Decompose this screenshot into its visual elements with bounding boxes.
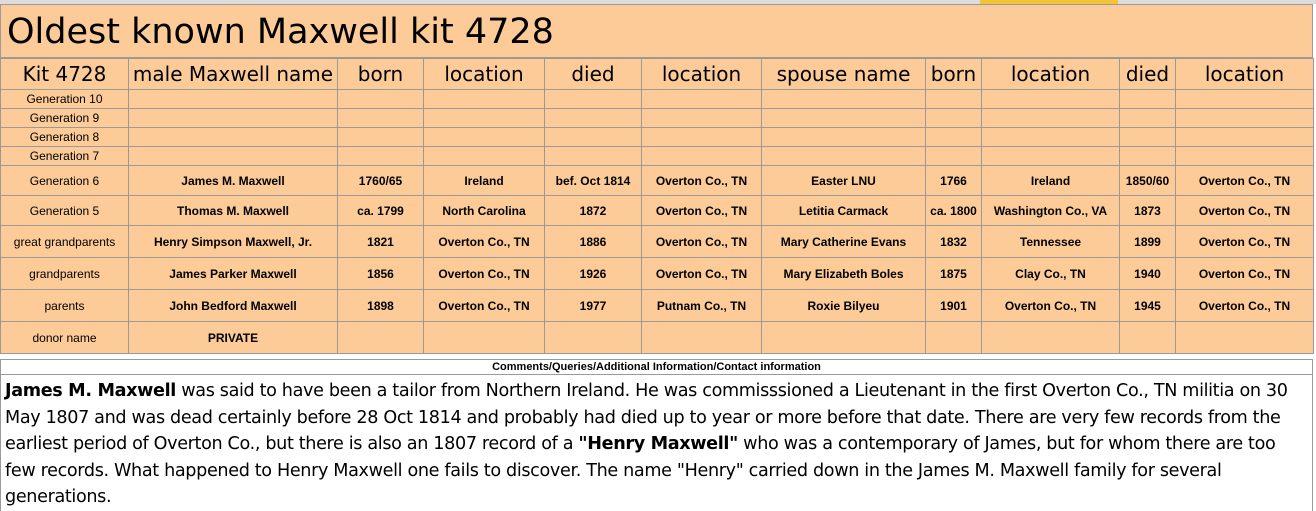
cell-spouse-death-location[interactable]: Overton Co., TN <box>1176 166 1314 196</box>
cell-spouse-died[interactable]: 1945 <box>1120 290 1176 322</box>
cell-spouse-died[interactable] <box>1120 90 1176 109</box>
cell-location[interactable]: Overton Co., TN <box>424 290 545 322</box>
cell-death-location[interactable] <box>642 109 762 128</box>
cell-male-name[interactable]: John Bedford Maxwell <box>129 290 338 322</box>
cell-born[interactable] <box>338 322 424 354</box>
cell-spouse-name[interactable]: Roxie Bilyeu <box>762 290 926 322</box>
cell-spouse-name[interactable] <box>762 109 926 128</box>
cell-spouse-died[interactable]: 1899 <box>1120 226 1176 258</box>
cell-spouse-location[interactable] <box>982 128 1120 147</box>
cell-male-name[interactable]: PRIVATE <box>129 322 338 354</box>
cell-spouse-death-location[interactable]: Overton Co., TN <box>1176 258 1314 290</box>
cell-died[interactable] <box>545 147 642 166</box>
cell-born[interactable]: 1898 <box>338 290 424 322</box>
cell-born[interactable]: 1760/65 <box>338 166 424 196</box>
cell-location[interactable]: North Carolina <box>424 196 545 226</box>
cell-male-name[interactable]: Thomas M. Maxwell <box>129 196 338 226</box>
cell-born[interactable] <box>338 109 424 128</box>
header-spouse-died[interactable]: died <box>1120 59 1176 90</box>
cell-death-location[interactable] <box>642 147 762 166</box>
cell-died[interactable]: 1926 <box>545 258 642 290</box>
cell-born[interactable] <box>338 128 424 147</box>
cell-died[interactable] <box>545 322 642 354</box>
row-label[interactable]: Generation 5 <box>1 196 129 226</box>
cell-spouse-name[interactable]: Mary Catherine Evans <box>762 226 926 258</box>
cell-death-location[interactable]: Overton Co., TN <box>642 196 762 226</box>
cell-death-location[interactable] <box>642 322 762 354</box>
cell-male-name[interactable]: James Parker Maxwell <box>129 258 338 290</box>
cell-spouse-died[interactable] <box>1120 109 1176 128</box>
cell-spouse-died[interactable] <box>1120 128 1176 147</box>
cell-spouse-location[interactable]: Tennessee <box>982 226 1120 258</box>
cell-spouse-location[interactable]: Ireland <box>982 166 1120 196</box>
cell-male-name[interactable] <box>129 147 338 166</box>
row-label[interactable]: Generation 8 <box>1 128 129 147</box>
cell-male-name[interactable]: Henry Simpson Maxwell, Jr. <box>129 226 338 258</box>
table-row <box>1 128 1314 147</box>
cell-spouse-died[interactable]: 1873 <box>1120 196 1176 226</box>
notes-text-1: was said to have been a tailor from Northern Ireland. He was commisssioned a Lieutenant in the first Overton Co., TN militia on 30 May 1807 and was dead certainly before 28 Oct 1814 and probably had died up to year or more before that date. There are very few records from the earliest period of Overton Co., but there is also an 1807 record of a <box>5 381 1288 454</box>
table-row <box>1 226 1314 258</box>
cell-location[interactable] <box>424 109 545 128</box>
cell-location[interactable] <box>424 128 545 147</box>
cell-death-location[interactable]: Overton Co., TN <box>642 166 762 196</box>
cell-male-name[interactable] <box>129 90 338 109</box>
notes-name-henry: "Henry Maxwell" <box>578 434 738 454</box>
cell-spouse-born[interactable] <box>926 322 982 354</box>
cell-spouse-died[interactable] <box>1120 322 1176 354</box>
cell-born[interactable]: 1856 <box>338 258 424 290</box>
cell-spouse-born[interactable] <box>926 147 982 166</box>
cell-born[interactable]: ca. 1799 <box>338 196 424 226</box>
cell-male-name[interactable] <box>129 128 338 147</box>
cell-location[interactable] <box>424 322 545 354</box>
cell-spouse-location[interactable] <box>982 322 1120 354</box>
table-row <box>1 258 1314 290</box>
cell-died[interactable]: 1872 <box>545 196 642 226</box>
sheet-title[interactable]: Oldest known Maxwell kit 4728 <box>0 4 1313 58</box>
cell-died[interactable]: 1977 <box>545 290 642 322</box>
cell-spouse-born[interactable]: 1901 <box>926 290 982 322</box>
cell-spouse-death-location[interactable] <box>1176 322 1314 354</box>
cell-location[interactable] <box>424 90 545 109</box>
cell-spouse-death-location[interactable] <box>1176 147 1314 166</box>
cell-spouse-born[interactable]: 1875 <box>926 258 982 290</box>
cell-spouse-death-location[interactable] <box>1176 128 1314 147</box>
cell-died[interactable]: bef. Oct 1814 <box>545 166 642 196</box>
table-row <box>1 147 1314 166</box>
cell-spouse-born[interactable] <box>926 109 982 128</box>
cell-spouse-location[interactable] <box>982 90 1120 109</box>
cell-spouse-death-location[interactable] <box>1176 90 1314 109</box>
cell-spouse-location[interactable] <box>982 147 1120 166</box>
cell-died[interactable] <box>545 128 642 147</box>
cell-spouse-location[interactable]: Clay Co., TN <box>982 258 1120 290</box>
header-spouse-born[interactable]: born <box>926 59 982 90</box>
cell-died[interactable] <box>545 90 642 109</box>
cell-death-location[interactable]: Putnam Co., TN <box>642 290 762 322</box>
cell-died[interactable] <box>545 109 642 128</box>
cell-born[interactable]: 1821 <box>338 226 424 258</box>
cell-spouse-name[interactable]: Letitia Carmack <box>762 196 926 226</box>
row-label[interactable]: Generation 10 <box>1 90 129 109</box>
header-row <box>1 59 1314 90</box>
cell-spouse-born[interactable]: 1766 <box>926 166 982 196</box>
cell-spouse-name[interactable] <box>762 128 926 147</box>
cell-spouse-born[interactable]: ca. 1800 <box>926 196 982 226</box>
cell-spouse-born[interactable] <box>926 90 982 109</box>
cell-spouse-name[interactable]: Mary Elizabeth Boles <box>762 258 926 290</box>
cell-spouse-death-location[interactable]: Overton Co., TN <box>1176 196 1314 226</box>
row-label[interactable]: Generation 7 <box>1 147 129 166</box>
cell-spouse-name[interactable] <box>762 90 926 109</box>
row-label[interactable]: great grandparents <box>1 226 129 258</box>
header-spouse-death-location[interactable]: location <box>1176 59 1314 90</box>
comments-header[interactable]: Comments/Queries/Additional Information/Contact information <box>0 359 1313 375</box>
table-row <box>1 196 1314 226</box>
cell-spouse-died[interactable] <box>1120 147 1176 166</box>
cell-spouse-born[interactable]: 1832 <box>926 226 982 258</box>
cell-male-name[interactable] <box>129 109 338 128</box>
cell-spouse-name[interactable] <box>762 322 926 354</box>
cell-death-location[interactable] <box>642 128 762 147</box>
header-location[interactable]: location <box>424 59 545 90</box>
header-spouse-name[interactable]: spouse name <box>762 59 926 90</box>
cell-spouse-location[interactable] <box>982 109 1120 128</box>
header-death-location[interactable]: location <box>642 59 762 90</box>
table-row <box>1 90 1314 109</box>
cell-spouse-location[interactable]: Overton Co., TN <box>982 290 1120 322</box>
table-row <box>1 166 1314 196</box>
cell-death-location[interactable] <box>642 90 762 109</box>
cell-location[interactable]: Ireland <box>424 166 545 196</box>
cell-spouse-death-location[interactable] <box>1176 109 1314 128</box>
cell-location[interactable]: Overton Co., TN <box>424 226 545 258</box>
header-born[interactable]: born <box>338 59 424 90</box>
pedigree-table <box>0 58 1314 354</box>
header-spouse-location[interactable]: location <box>982 59 1120 90</box>
cell-born[interactable] <box>338 147 424 166</box>
cell-death-location[interactable]: Overton Co., TN <box>642 226 762 258</box>
cell-spouse-born[interactable] <box>926 128 982 147</box>
row-label[interactable]: grandparents <box>1 258 129 290</box>
cell-spouse-died[interactable]: 1850/60 <box>1120 166 1176 196</box>
cell-spouse-death-location[interactable]: Overton Co., TN <box>1176 290 1314 322</box>
table-row <box>1 290 1314 322</box>
cell-spouse-name[interactable]: Easter LNU <box>762 166 926 196</box>
row-label[interactable]: Generation 9 <box>1 109 129 128</box>
row-label[interactable]: parents <box>1 290 129 322</box>
cell-location[interactable] <box>424 147 545 166</box>
table-row <box>1 109 1314 128</box>
header-kit[interactable]: Kit 4728 <box>1 59 129 90</box>
cell-death-location[interactable]: Overton Co., TN <box>642 258 762 290</box>
table-row <box>1 322 1314 354</box>
header-male-name[interactable]: male Maxwell name <box>129 59 338 90</box>
cell-male-name[interactable]: James M. Maxwell <box>129 166 338 196</box>
notes-name-james: James M. Maxwell <box>5 381 176 401</box>
cell-spouse-name[interactable] <box>762 147 926 166</box>
notes-cell[interactable] <box>0 375 1313 511</box>
row-label[interactable]: donor name <box>1 322 129 354</box>
cell-spouse-death-location[interactable]: Overton Co., TN <box>1176 226 1314 258</box>
cell-spouse-died[interactable]: 1940 <box>1120 258 1176 290</box>
cell-died[interactable]: 1886 <box>545 226 642 258</box>
row-label[interactable]: Generation 6 <box>1 166 129 196</box>
cell-location[interactable]: Overton Co., TN <box>424 258 545 290</box>
header-died[interactable]: died <box>545 59 642 90</box>
cell-born[interactable] <box>338 90 424 109</box>
cell-spouse-location[interactable]: Washington Co., VA <box>982 196 1120 226</box>
notes-text-2: who was a contemporary of James, but for whom there are too few records. What happened to Henry Maxwell one fails to discover. The name "Henry" carried down in the James M. Maxwell family for several generations. <box>5 434 1276 507</box>
